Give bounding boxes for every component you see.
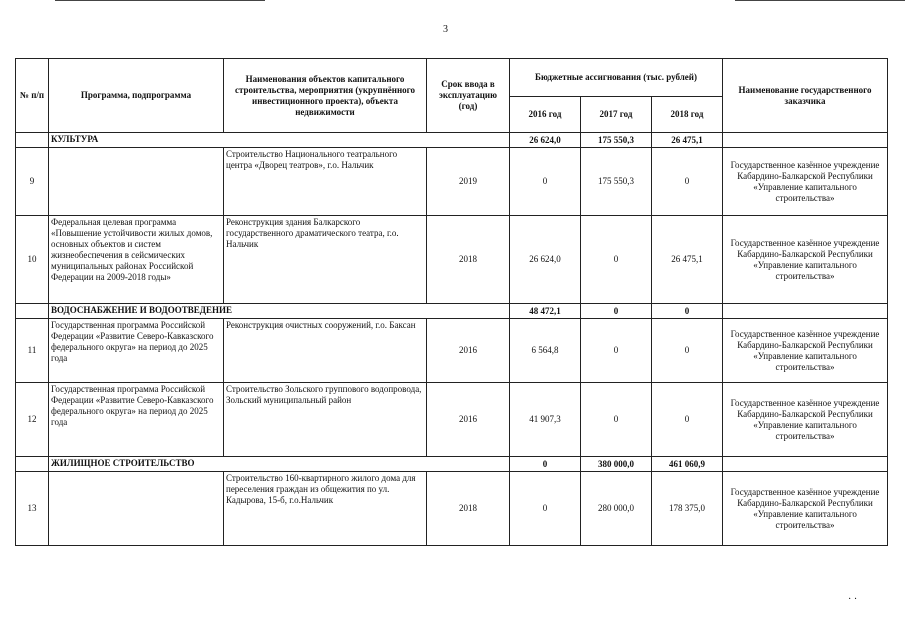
row-2016: 0 [510,148,581,216]
row-2017: 175 550,3 [581,148,652,216]
row-number: 9 [16,148,49,216]
top-edge-line-right [735,0,905,1]
row-number: 12 [16,383,49,457]
header-budget: Бюджетные ассигнования (тыс. рублей) [510,59,723,97]
row-2018: 0 [652,319,723,383]
header-num: № п/п [16,59,49,133]
row-number: 13 [16,472,49,546]
trailing-mark: · · [848,594,858,605]
row-2016: 41 907,3 [510,383,581,457]
row-2017: 280 000,0 [581,472,652,546]
row-object: Реконструкция очистных сооружений, г.о. Баксан [224,319,427,383]
row-program [49,148,224,216]
section-title: ВОДОСНАБЖЕНИЕ И ВОДООТВЕДЕНИЕ [49,304,510,319]
table-row [16,383,888,457]
row-2017: 0 [581,216,652,304]
row-term: 2019 [427,148,510,216]
table-row [16,472,888,546]
section-total-2018: 0 [652,304,723,319]
row-2016: 26 624,0 [510,216,581,304]
row-term: 2016 [427,319,510,383]
header-object: Наименования объектов капитального строительства, мероприятия (укрупнённого инвестиционного проекта), объекта недвижимости [224,59,427,133]
row-term: 2016 [427,383,510,457]
table-row [16,148,888,216]
section-row-culture [16,133,888,148]
row-customer: Государственное казённое учреждение Кабардино-Балкарской Республики «Управление капитального строительства» [723,319,888,383]
header-term: Срок ввода в эксплуатацию (год) [427,59,510,133]
page-number: 3 [443,24,448,35]
row-customer: Государственное казённое учреждение Кабардино-Балкарской Республики «Управление капитального строительства» [723,216,888,304]
section-total-2016: 0 [510,457,581,472]
section-title: КУЛЬТУРА [49,133,510,148]
row-2016: 6 564,8 [510,319,581,383]
section-title: ЖИЛИЩНОЕ СТРОИТЕЛЬСТВО [49,457,510,472]
section-total-2016: 26 624,0 [510,133,581,148]
section-total-2017: 0 [581,304,652,319]
row-program: Государственная программа Российской Федерации «Развитие Северо-Кавказского федерального округа» на период до 2025 года [49,383,224,457]
table-row [16,319,888,383]
top-edge-line-left [55,0,265,1]
header-year-2018: 2018 год [652,97,723,133]
row-program [49,472,224,546]
row-object: Строительство Национального театрального центра «Дворец театров», г.о. Нальчик [224,148,427,216]
row-object: Строительство Зольского группового водопровода, Зольский муниципальный район [224,383,427,457]
header-year-2017: 2017 год [581,97,652,133]
row-2016: 0 [510,472,581,546]
section-total-2018: 461 060,9 [652,457,723,472]
section-total-2016: 48 472,1 [510,304,581,319]
row-2017: 0 [581,319,652,383]
section-total-2017: 175 550,3 [581,133,652,148]
row-object: Строительство 160-квартирного жилого дома для переселения граждан из общежития по ул. Кадырова, 15-б, г.о.Нальчик [224,472,427,546]
header-year-2016: 2016 год [510,97,581,133]
row-number: 11 [16,319,49,383]
row-2018: 0 [652,383,723,457]
row-program: Государственная программа Российской Федерации «Развитие Северо-Кавказского федерального округа» на период до 2025 года [49,319,224,383]
row-term: 2018 [427,216,510,304]
row-2018: 0 [652,148,723,216]
row-customer: Государственное казённое учреждение Кабардино-Балкарской Республики «Управление капитального строительства» [723,148,888,216]
row-number: 10 [16,216,49,304]
row-customer: Государственное казённое учреждение Кабардино-Балкарской Республики «Управление капитального строительства» [723,472,888,546]
section-row-housing [16,457,888,472]
header-program: Программа, подпрограмма [49,59,224,133]
section-total-2018: 26 475,1 [652,133,723,148]
header-customer: Наименование государственного заказчика [723,59,888,133]
row-object: Реконструкция здания Балкарского государственного драматического театра, г.о. Нальчик [224,216,427,304]
row-term: 2018 [427,472,510,546]
section-row-water [16,304,888,319]
section-total-2017: 380 000,0 [581,457,652,472]
budget-table [15,58,888,546]
row-2018: 178 375,0 [652,472,723,546]
row-customer: Государственное казённое учреждение Кабардино-Балкарской Республики «Управление капитального строительства» [723,383,888,457]
row-2018: 26 475,1 [652,216,723,304]
table-row [16,216,888,304]
row-2017: 0 [581,383,652,457]
row-program: Федеральная целевая программа «Повышение устойчивости жилых домов, основных объектов и систем жизнеобеспечения в сейсмических муниципальных районах Российской Федерации на 2009-2018 годы» [49,216,224,304]
